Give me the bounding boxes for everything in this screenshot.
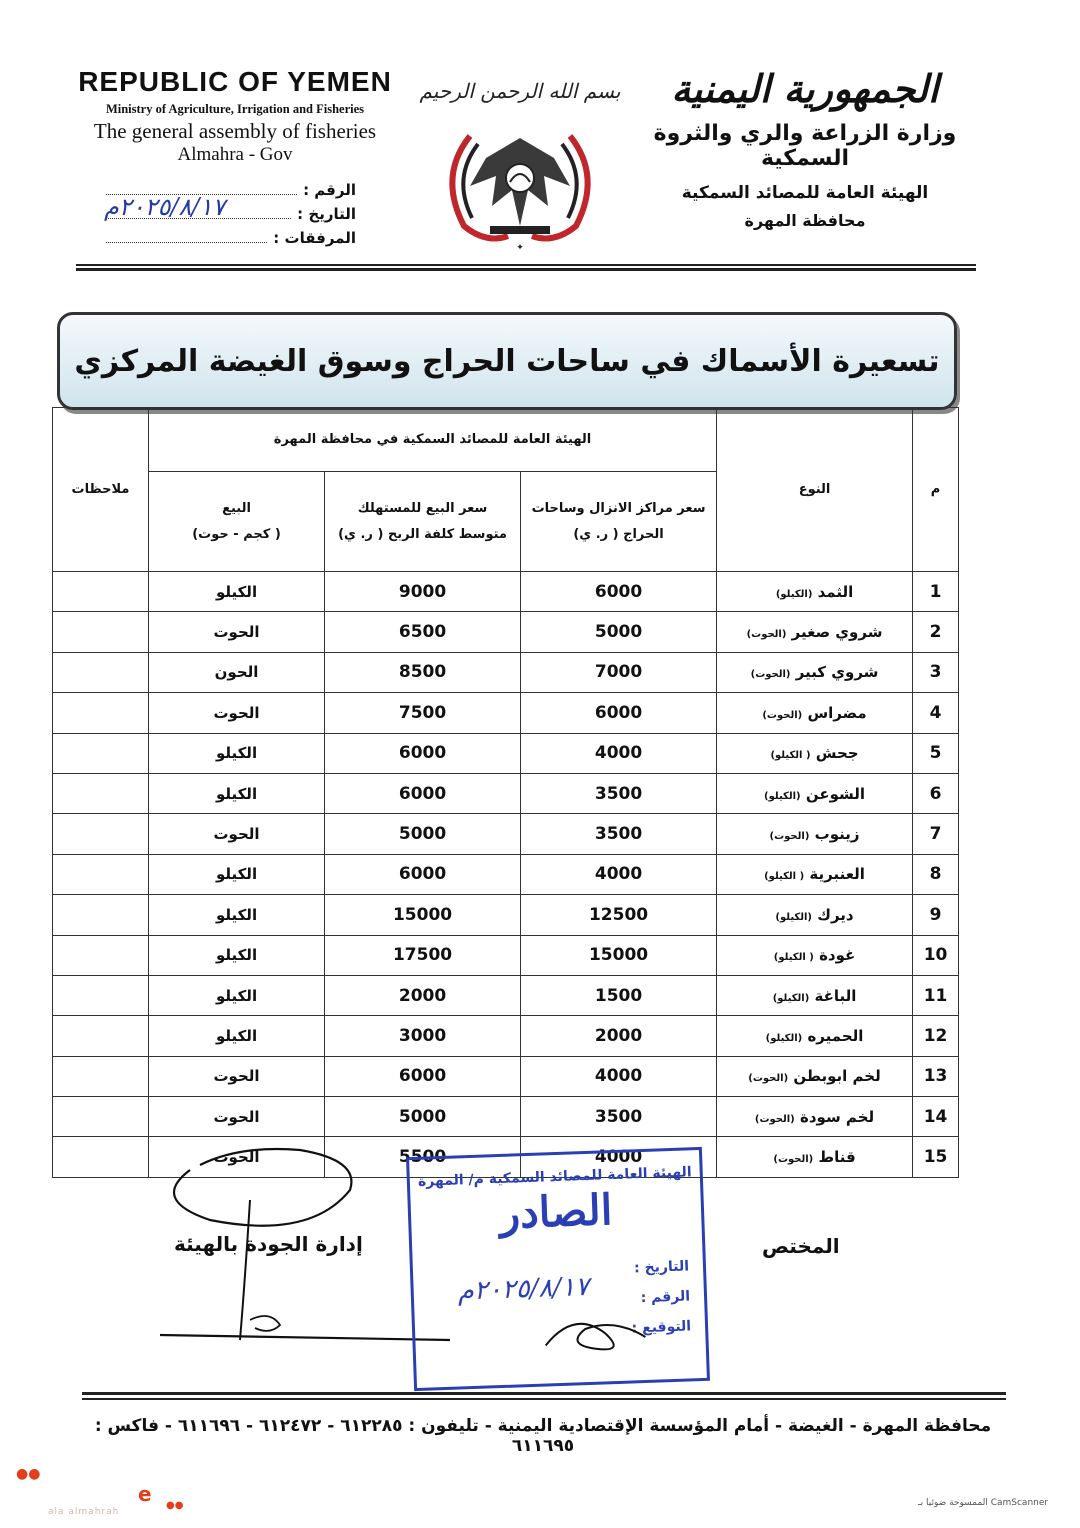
row-notes [53, 814, 149, 854]
row-notes [53, 895, 149, 935]
stamp-handwritten-date: ٢٠٢٥/٨/١٧م [457, 1271, 590, 1307]
row-sale-unit: الكيلو [149, 854, 325, 894]
row-sale-unit: الحون [149, 652, 325, 692]
arabic-ministry-name: وزارة الزراعة والري والثروة السمكية [653, 121, 957, 171]
row-consumer-price: 3000 [325, 1016, 521, 1056]
fish-unit: (الحوت) [746, 629, 787, 641]
row-landing-price: 5000 [521, 612, 717, 652]
fish-name: الحميره [807, 1026, 864, 1045]
table-row [53, 895, 959, 935]
stamp-authority-text: الهيئة العامة للمصائد السمكية م/ المهرة [417, 1164, 692, 1190]
row-landing-price: 4000 [521, 854, 717, 894]
ref-date-label: التاريخ : [297, 205, 356, 223]
fish-unit: (الحوت) [754, 1113, 795, 1125]
fish-unit: (الكيلو) [765, 1032, 803, 1044]
row-sale-unit: الكيلو [149, 935, 325, 975]
row-fish-type [717, 975, 913, 1015]
fish-name: زينوب [814, 825, 860, 844]
table-row [53, 935, 959, 975]
row-consumer-price: 15000 [325, 895, 521, 935]
fish-name: العنبرية [809, 865, 865, 884]
fish-unit: (الكيلو) [772, 992, 810, 1004]
row-fish-type [717, 935, 913, 975]
row-landing-price: 4000 [521, 1056, 717, 1096]
row-notes [53, 733, 149, 773]
fish-name: شروي كبير [795, 663, 879, 682]
row-notes [53, 693, 149, 733]
english-governorate: Almahra - Gov [177, 144, 293, 165]
table-row [53, 975, 959, 1015]
decorative-logo-mark: e [138, 1482, 152, 1506]
stamp-date-label: التاريخ : [633, 1258, 690, 1277]
ref-number-label: الرقم : [303, 181, 356, 199]
row-landing-price: 1500 [521, 975, 717, 1015]
fish-unit: (الحوت) [762, 709, 803, 721]
table-row [53, 693, 959, 733]
arabic-authority-name: الهيئة العامة للمصائد السمكية [681, 183, 929, 203]
fish-name: الباغة [814, 986, 857, 1005]
row-notes [53, 773, 149, 813]
table-row [53, 733, 959, 773]
user-watermark: ala almahrah [48, 1507, 120, 1517]
row-index: 8 [913, 854, 959, 894]
row-landing-price: 12500 [521, 895, 717, 935]
handwritten-date: ٢٠٢٥/٨/١٧م [104, 193, 226, 221]
stamp-signature-scribble [534, 1302, 656, 1366]
fish-name: جحش [815, 744, 859, 763]
row-sale-unit: الحوت [149, 612, 325, 652]
fish-name: ديرك [817, 905, 854, 924]
fish-unit: ( الكيلو) [764, 871, 805, 883]
col-consumer-header [325, 472, 521, 572]
fish-unit: (الكيلو) [764, 790, 801, 802]
english-ministry-name: Ministry of Agriculture, Irrigation and Fisheries [105, 102, 365, 116]
row-index: 13 [913, 1056, 959, 1096]
row-fish-type [717, 1016, 913, 1056]
row-fish-type [717, 814, 913, 854]
fish-unit: (الكيلو) [775, 911, 812, 923]
fish-name: لخم سودة [800, 1107, 875, 1126]
row-sale-unit: الكيلو [149, 572, 325, 612]
row-sale-unit: الحوت [149, 693, 325, 733]
row-fish-type [717, 733, 913, 773]
fish-unit: (الحوت) [773, 1154, 814, 1166]
row-fish-type [717, 1097, 913, 1137]
row-sale-unit: الكيلو [149, 895, 325, 935]
document-title: تسعيرة الأسماك في ساحات الحراج وسوق الغيضة المركزي [74, 343, 940, 379]
table-row [53, 814, 959, 854]
row-fish-type [717, 652, 913, 692]
row-consumer-price: 6000 [325, 773, 521, 813]
row-index: 4 [913, 693, 959, 733]
row-fish-type [717, 612, 913, 652]
english-assembly-name: The general assembly of fisheries [93, 119, 377, 143]
fish-name: لخم ابوبطن [793, 1067, 881, 1086]
row-sale-unit: الحوت [149, 1056, 325, 1096]
col-sale-header [149, 472, 325, 572]
row-landing-price: 15000 [521, 935, 717, 975]
fish-unit: ( الكيلو) [773, 952, 814, 964]
row-notes [53, 1137, 149, 1177]
fish-name: الثمد [817, 582, 854, 601]
col-landing-line1: سعر مراكز الانزال وساحات [531, 500, 706, 516]
row-sale-unit: الحوت [149, 1097, 325, 1137]
row-notes [53, 935, 149, 975]
stamp-number-label: الرقم : [640, 1288, 691, 1307]
row-landing-price: 3500 [521, 814, 717, 854]
row-fish-type [717, 854, 913, 894]
row-landing-price: 4000 [521, 733, 717, 773]
row-sale-unit: الكيلو [149, 733, 325, 773]
basmala-text: بسم الله الرحمن الرحيم [419, 79, 621, 103]
row-index: 11 [913, 975, 959, 1015]
table-row [53, 1056, 959, 1096]
col-consumer-line1: سعر البيع للمستهلك [357, 500, 488, 516]
row-landing-price: 2000 [521, 1016, 717, 1056]
row-notes [53, 1016, 149, 1056]
row-landing-price: 4000 [521, 1137, 717, 1177]
fish-name: شروي صغير [791, 623, 883, 642]
col-index-header: م [913, 408, 959, 572]
header-divider-bottom [76, 268, 976, 271]
ref-attachments-line [106, 228, 267, 243]
row-consumer-price: 17500 [325, 935, 521, 975]
row-index: 3 [913, 652, 959, 692]
row-index: 2 [913, 612, 959, 652]
row-notes [53, 612, 149, 652]
row-landing-price: 7000 [521, 652, 717, 692]
col-sale-line1: البيع [222, 500, 251, 516]
footer-divider-bottom [82, 1398, 1006, 1400]
yemen-eagle-emblem-icon [419, 66, 621, 256]
row-consumer-price: 6000 [325, 1056, 521, 1096]
row-consumer-price: 5500 [325, 1137, 521, 1177]
row-consumer-price: 8500 [325, 652, 521, 692]
row-consumer-price: 6000 [325, 733, 521, 773]
footer-divider-top [82, 1392, 1006, 1395]
row-index: 7 [913, 814, 959, 854]
row-fish-type [717, 1137, 913, 1177]
row-sale-unit: الحوت [149, 1137, 325, 1177]
row-sale-unit: الكيلو [149, 1016, 325, 1056]
fish-name: قناط [818, 1148, 856, 1167]
row-index: 6 [913, 773, 959, 813]
title-box [57, 312, 957, 410]
row-fish-type [717, 1056, 913, 1096]
table-row [53, 572, 959, 612]
fish-name: غودة [819, 946, 856, 965]
col-landing-header [521, 472, 717, 572]
group-header: الهيئة العامة للمصائد السمكية في محافظة المهرة [149, 408, 717, 472]
official-outgoing-stamp [406, 1147, 710, 1391]
svg-text:✦: ✦ [516, 243, 524, 253]
row-consumer-price: 5000 [325, 1097, 521, 1137]
col-landing-line2: الحراج ( ر. ي) [573, 526, 664, 542]
col-notes-header: ملاحظات [53, 408, 149, 572]
row-index: 15 [913, 1137, 959, 1177]
fish-name: الشوعن [805, 784, 866, 803]
quality-dept-signature-label: إدارة الجودة بالهيئة [174, 1232, 363, 1256]
stamp-signature-label: التوقيع : [631, 1318, 692, 1337]
stamp-outgoing-text: الصادر [498, 1185, 614, 1238]
row-landing-price: 6000 [521, 572, 717, 612]
row-consumer-price: 2000 [325, 975, 521, 1015]
row-consumer-price: 6000 [325, 854, 521, 894]
row-index: 14 [913, 1097, 959, 1137]
col-type-header: النوع [717, 408, 913, 572]
row-landing-price: 3500 [521, 773, 717, 813]
arabic-governorate: محافظة المهرة [744, 211, 866, 230]
row-landing-price: 3500 [521, 1097, 717, 1137]
row-fish-type [717, 693, 913, 733]
arabic-republic-title: الجمهورية اليمنية [671, 66, 939, 111]
footer-contact-info: محافظة المهرة - الغيضة - أمام المؤسسة الإقتصادية اليمنية - تليفون : ٦١٢٢٨٥ - ٦١٢٤٧٢ - ٦١١٦٩٦ - فاكس : ٦١١٦٩٥ [94, 1416, 992, 1456]
decorative-dots-small: ●● [166, 1500, 184, 1511]
fish-unit: (الكيلو) [775, 588, 813, 600]
row-notes [53, 975, 149, 1015]
ref-attachments-field [100, 228, 356, 247]
row-notes [53, 1097, 149, 1137]
fish-unit: (الحوت) [769, 831, 810, 843]
table-row [53, 1016, 959, 1056]
row-notes [53, 854, 149, 894]
row-notes [53, 572, 149, 612]
row-landing-price: 6000 [521, 693, 717, 733]
fish-unit: ( الكيلو) [770, 750, 811, 762]
fish-name: مضراس [807, 703, 867, 722]
row-index: 10 [913, 935, 959, 975]
table-row [53, 773, 959, 813]
fish-unit: (الحوت) [750, 669, 791, 681]
row-notes [53, 652, 149, 692]
row-index: 12 [913, 1016, 959, 1056]
row-fish-type [717, 773, 913, 813]
row-consumer-price: 7500 [325, 693, 521, 733]
row-sale-unit: الحوت [149, 814, 325, 854]
decorative-dots: ●● [16, 1466, 41, 1482]
table-row [53, 652, 959, 692]
row-index: 9 [913, 895, 959, 935]
row-consumer-price: 9000 [325, 572, 521, 612]
row-fish-type [717, 572, 913, 612]
camscanner-label: الممسوحة ضوئيا بـ CamScanner [918, 1498, 1049, 1508]
row-index: 1 [913, 572, 959, 612]
table-header-row [53, 408, 959, 472]
specialist-signature-label: المختص [762, 1234, 840, 1258]
table-row [53, 854, 959, 894]
col-sale-line2: ( كجم - حوت) [192, 526, 281, 542]
english-republic-title: REPUBLIC OF YEMEN [78, 66, 392, 97]
col-consumer-line2: متوسط كلفة الربح ( ر. ي) [338, 526, 507, 542]
row-notes [53, 1056, 149, 1096]
table-row [53, 612, 959, 652]
row-fish-type [717, 895, 913, 935]
fish-unit: (الحوت) [748, 1073, 789, 1085]
arabic-header [630, 66, 980, 230]
row-sale-unit: الكيلو [149, 773, 325, 813]
ref-attachments-label: المرفقات : [273, 229, 356, 247]
english-header [70, 66, 400, 166]
row-sale-unit: الكيلو [149, 975, 325, 1015]
price-table [52, 407, 959, 1178]
row-index: 5 [913, 733, 959, 773]
header-divider-top [76, 264, 976, 266]
row-consumer-price: 5000 [325, 814, 521, 854]
row-consumer-price: 6500 [325, 612, 521, 652]
table-body [53, 572, 959, 1178]
